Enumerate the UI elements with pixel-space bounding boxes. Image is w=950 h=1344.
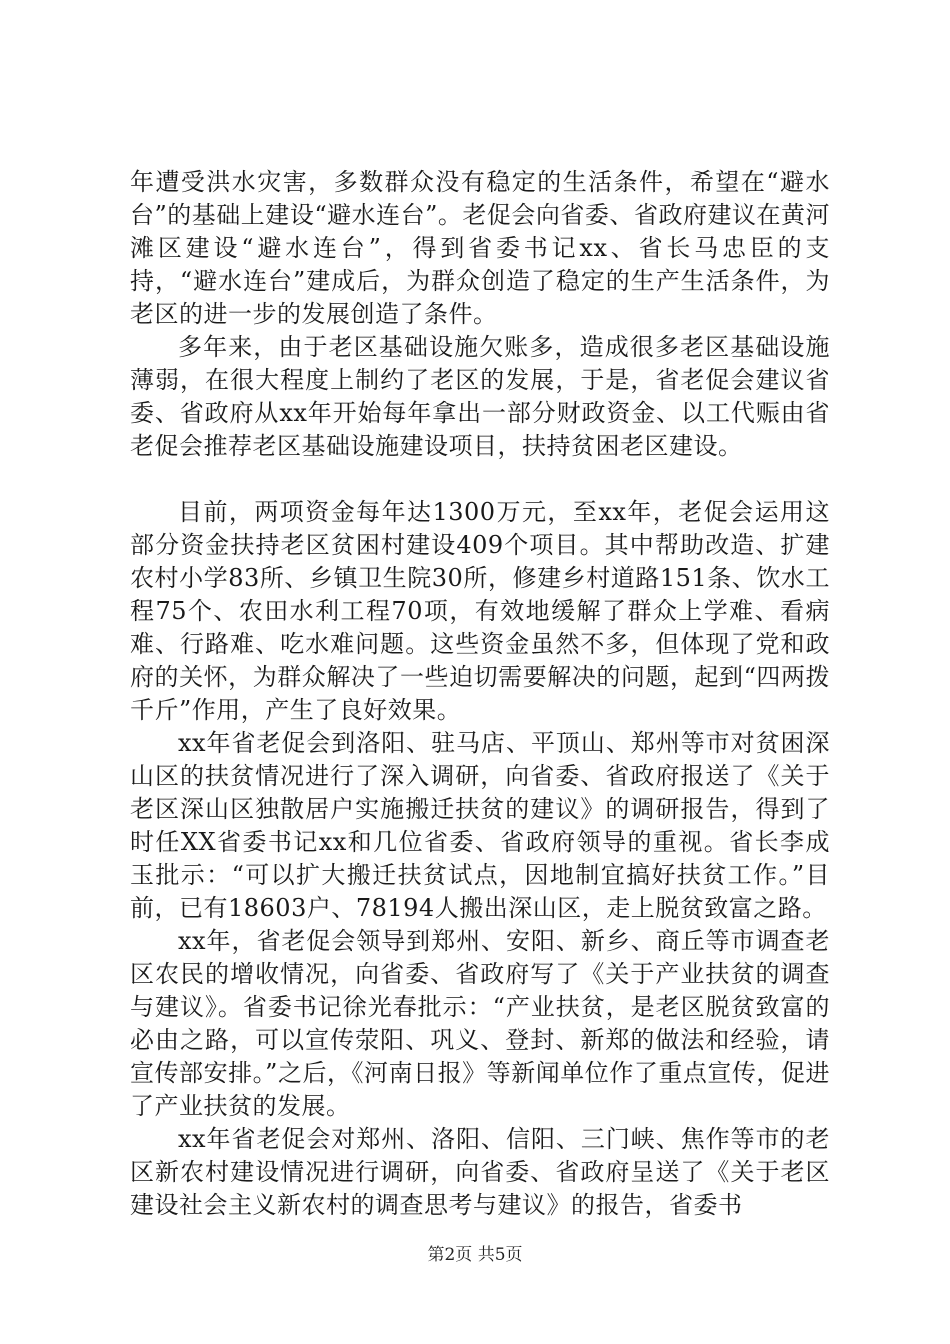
paragraph-4: xx年省老促会到洛阳、驻马店、平顶山、郑州等市对贫困深山区的扶贫情况进行了深入调研，向省委、省政府报送了《关于老区深山区独散居户实施搬迁扶贫的建议》的调研报告，得到了时任XX省委书记xx和几位省委、省政府领导的重视。省长李成玉批示：“可以扩大搬迁扶贫试点，因地制宜搞好扶贫工作。”目前，已有18603户、78194人搬出深山区，走上脱贫致富之路。 <box>130 729 830 922</box>
paragraph-3: 目前，两项资金每年达1300万元，至xx年，老促会运用这部分资金扶持老区贫困村建设409个项目。其中帮助改造、扩建农村小学83所、乡镇卫生院30所，修建乡村道路151条、饮水工程75个、农田水利工程70项，有效地缓解了群众上学难、看病难、行路难、吃水难问题。这些资金虽然不多，但体现了党和政府的关怀，为群众解决了一些迫切需要解决的问题，起到“四两拨千斤”作用，产生了良好效果。 <box>130 498 830 724</box>
paragraph-1: 年遭受洪水灾害，多数群众没有稳定的生活条件，希望在“避水台”的基础上建设“避水连台”。老促会向省委、省政府建议在黄河滩区建设“避水连台”，得到省委书记xx、省长马忠臣的支持，“避水连台”建成后，为群众创造了稳定的生产生活条件，为老区的进一步的发展创造了条件。 <box>130 168 830 328</box>
paragraph-6: xx年省老促会对郑州、洛阳、信阳、三门峡、焦作等市的老区新农村建设情况进行调研，向省委、省政府呈送了《关于老区建设社会主义新农村的调查思考与建议》的报告，省委书 <box>130 1125 830 1219</box>
paragraph-2: 多年来，由于老区基础设施欠账多，造成很多老区基础设施薄弱，在很大程度上制约了老区的发展，于是，省老促会建议省委、省政府从xx年开始每年拿出一部分财政资金、以工代赈由省老促会推荐老区基础设施建设项目，扶持贫困老区建设。 <box>130 333 830 460</box>
document-body <box>130 166 830 1222</box>
page-footer: 第2页 共5页 <box>427 1245 523 1265</box>
paragraph-5: xx年，省老促会领导到郑州、安阳、新乡、商丘等市调查老区农民的增收情况，向省委、省政府写了《关于产业扶贫的调查与建议》。省委书记徐光春批示：“产业扶贫，是老区脱贫致富的必由之路，可以宣传荥阳、巩义、登封、新郑的做法和经验，请宣传部安排。”之后，《河南日报》等新闻单位作了重点宣传，促进了产业扶贫的发展。 <box>130 927 830 1120</box>
